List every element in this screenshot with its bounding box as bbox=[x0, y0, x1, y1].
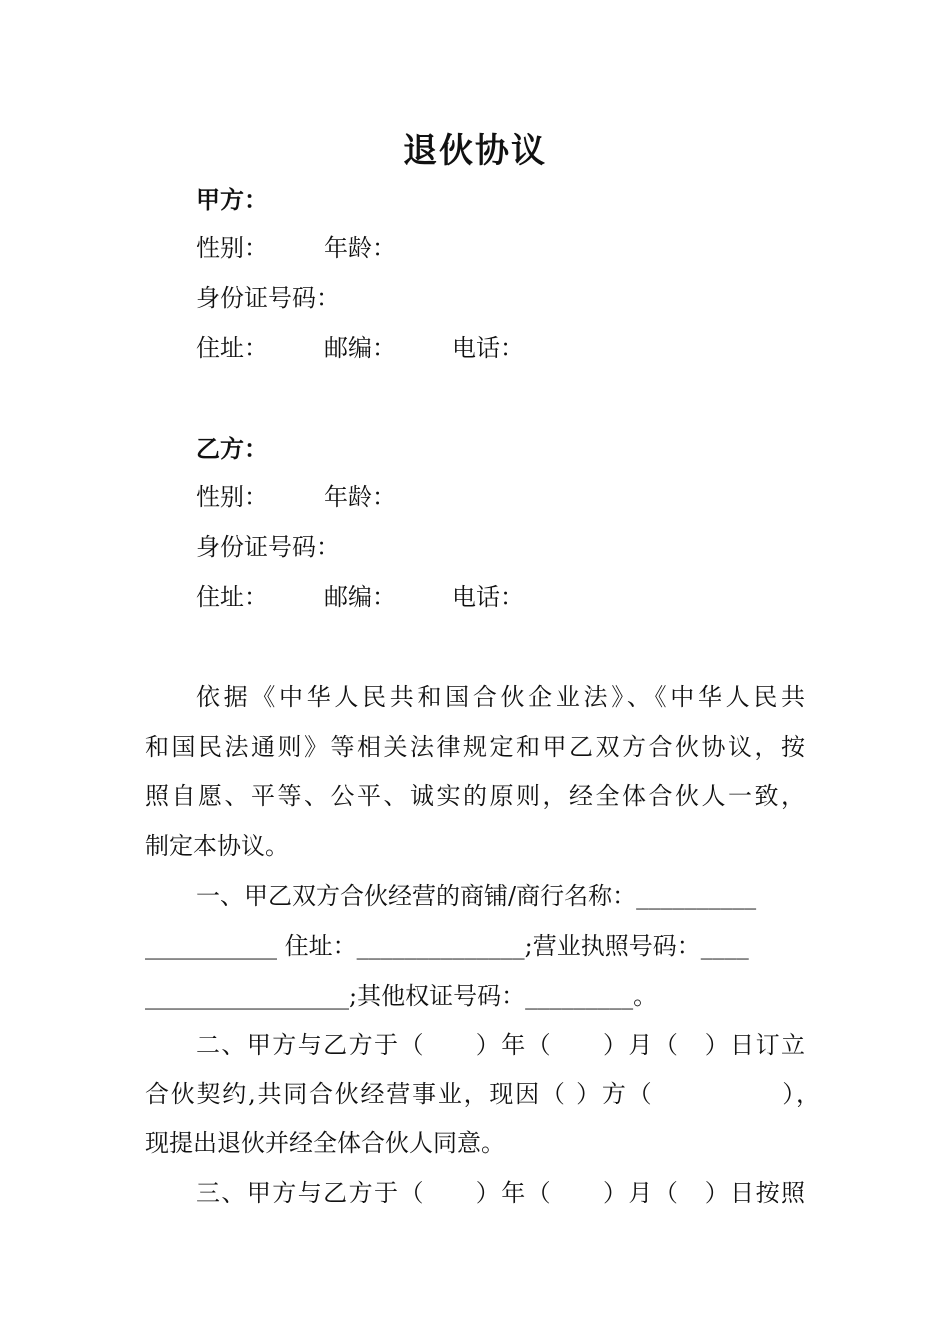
party-a-age-label: 年龄： bbox=[324, 234, 396, 262]
party-b-gender-label: 性别： bbox=[196, 483, 268, 511]
document-title: 退伙协议 bbox=[403, 131, 547, 171]
party-b-age-label: 年龄： bbox=[324, 483, 396, 511]
clause-1-line-3: _________________;其他权证号码：_________。 bbox=[145, 982, 658, 1010]
party-b-address-label: 住址： bbox=[196, 583, 268, 611]
preamble-line-1: 依据《中华人民共和国合伙企业法》、《中华人民共 bbox=[196, 683, 805, 711]
preamble-line-4: 制定本协议。 bbox=[145, 832, 289, 860]
clause-2-line-2: 合伙契约,共同合伙经营事业，现因（ ）方（ ）， bbox=[145, 1080, 820, 1108]
party-a-id-label: 身份证号码： bbox=[196, 284, 340, 312]
party-a-postcode-label: 邮编： bbox=[324, 334, 396, 362]
clause-2-line-3: 现提出退伙并经全体合伙人同意。 bbox=[145, 1129, 505, 1157]
party-a-phone-label: 电话： bbox=[452, 334, 524, 362]
party-b-id-label: 身份证号码： bbox=[196, 533, 340, 561]
clause-2-line-1: 二、甲方与乙方于（ ）年（ ）月（ ）日订立 bbox=[196, 1031, 805, 1059]
party-a-gender-label: 性别： bbox=[196, 234, 268, 262]
clause-3-line-1: 三、甲方与乙方于（ ）年（ ）月（ ）日按照 bbox=[196, 1179, 805, 1207]
clause-1-line-1: 一、甲乙双方合伙经营的商铺/商行名称：__________ bbox=[196, 882, 757, 910]
clause-1-line-2: ___________ 住址：______________;营业执照号码：____ bbox=[145, 932, 749, 960]
party-b-postcode-label: 邮编： bbox=[324, 583, 396, 611]
preamble-line-2: 和国民法通则》等相关法律规定和甲乙双方合伙协议，按 bbox=[145, 733, 805, 761]
party-a-address-label: 住址： bbox=[196, 334, 268, 362]
party-b-phone-label: 电话： bbox=[452, 583, 524, 611]
party-a-heading: 甲方： bbox=[196, 185, 268, 214]
preamble-line-3: 照自愿、平等、公平、诚实的原则，经全体合伙人一致， bbox=[145, 782, 805, 810]
party-b-heading: 乙方： bbox=[196, 434, 268, 463]
